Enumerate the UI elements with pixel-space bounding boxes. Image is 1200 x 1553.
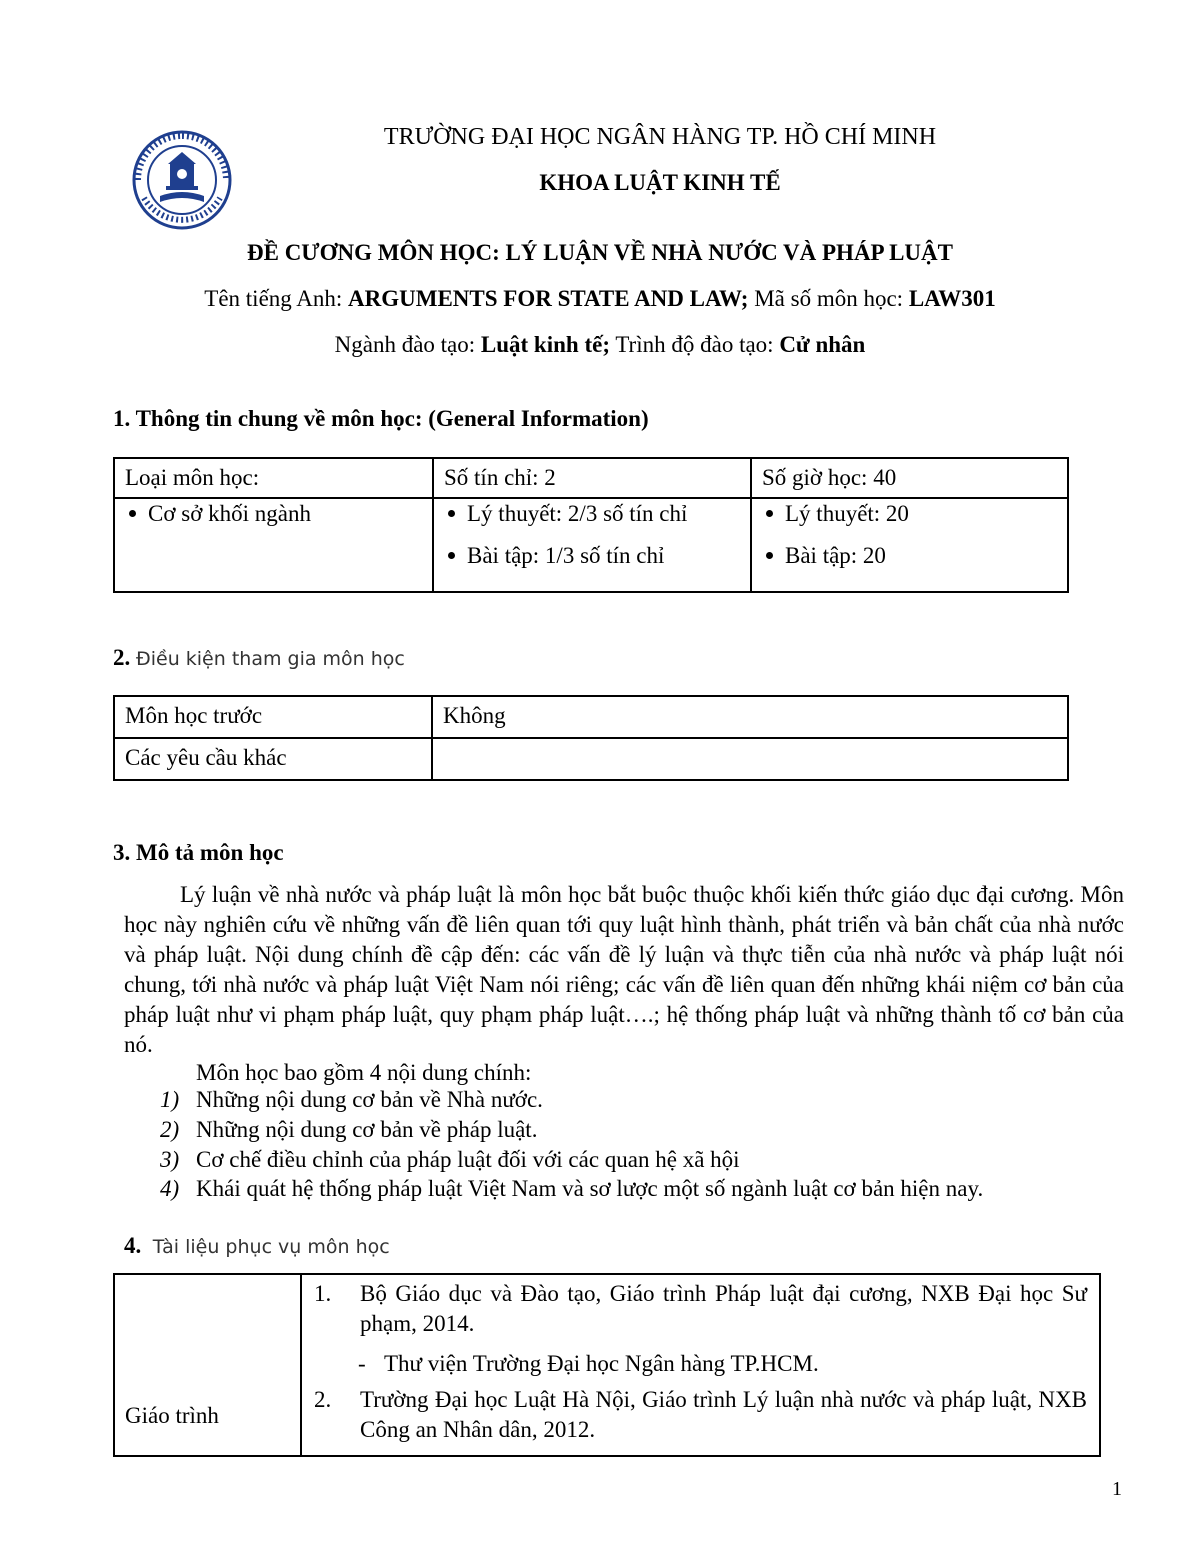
list-item: 3) Cơ chế điều chỉnh của pháp luật đối với các quan hệ xã hội — [160, 1147, 740, 1172]
col1-header: Loại môn học: — [114, 458, 433, 498]
table-cell-label: Các yêu cầu khác — [114, 738, 432, 780]
course-title: ĐỀ CƯƠNG MÔN HỌC: LÝ LUẬN VỀ NHÀ NƯỚC VÀ PHÁP LUẬT — [247, 240, 953, 265]
section4-heading: 4. Tài liệu phục vụ môn học — [124, 1233, 390, 1258]
table-cell-label: Giáo trình — [114, 1274, 301, 1456]
major-line — [0, 332, 1200, 358]
list-item: Bài tập: 20 — [762, 543, 1057, 585]
bullet-icon — [766, 552, 773, 559]
table-cell-label: Môn học trước — [114, 696, 432, 738]
bullet-icon — [766, 510, 773, 517]
references-cell — [301, 1274, 1100, 1456]
bullet-icon — [448, 510, 455, 517]
major-label: Ngành đào tạo: — [334, 332, 481, 357]
list-item: 4) Khái quát hệ thống pháp luật Việt Nam và sơ lược một số ngành luật cơ bản hiện nay. — [160, 1176, 984, 1201]
faculty-name: KHOA LUẬT KINH TẾ — [539, 170, 781, 195]
major: Luật kinh tế; — [480, 332, 610, 357]
level: Cử nhân — [779, 332, 866, 357]
section2-heading: 2. Điều kiện tham gia môn học — [113, 645, 405, 670]
list-item: 2) Những nội dung cơ bản về pháp luật. — [160, 1117, 538, 1142]
general-info-table — [113, 457, 1069, 593]
section3-heading: 3. Mô tả môn học — [113, 840, 284, 865]
list-item: Lý thuyết: 2/3 số tín chỉ — [444, 501, 740, 543]
course-code: LAW301 — [908, 286, 996, 311]
content-intro: Môn học bao gồm 4 nội dung chính: — [196, 1060, 532, 1085]
course-code-label: Mã số môn học: — [748, 286, 909, 311]
section1-heading: 1. Thông tin chung về môn học: (General Information) — [113, 406, 649, 431]
bullet-icon — [448, 552, 455, 559]
list-item: Cơ sở khối ngành — [125, 501, 422, 543]
page-number: 1 — [1112, 1478, 1122, 1500]
col3-header: Số giờ học: 40 — [751, 458, 1068, 498]
list-item: Lý thuyết: 20 — [762, 501, 1057, 543]
university-name: TRƯỜNG ĐẠI HỌC NGÂN HÀNG TP. HỒ CHÍ MINH — [383, 124, 937, 150]
level-label: Trình độ đào tạo: — [609, 332, 780, 357]
list-item: Bài tập: 1/3 số tín chỉ — [444, 543, 740, 585]
list-item: 2. Trường Đại học Luật Hà Nội, Giáo trình Lý luận nhà nước và pháp luật, NXB Công an Nhân dân, 2012. — [314, 1387, 1087, 1442]
references-table — [113, 1273, 1101, 1457]
bullet-icon — [129, 510, 136, 517]
list-item: - Thư viện Trường Đại học Ngân hàng TP.HCM. — [358, 1351, 819, 1376]
table-cell-value: Không — [432, 696, 1068, 738]
list-item: 1) Những nội dung cơ bản về Nhà nước. — [160, 1087, 543, 1112]
table-cell-value — [432, 738, 1068, 780]
col2-items — [433, 498, 751, 592]
col2-header: Số tín chỉ: 2 — [433, 458, 751, 498]
english-name-line — [0, 286, 1200, 312]
course-description: Lý luận về nhà nước và pháp luật là môn học bắt buộc thuộc khối kiến thức giáo dục đại cương. Môn học này nghiên cứu về những vấn đề liên quan tới quy luật hình thành, phát triển và bản chất của nhà nước và pháp luật. Nội dung chính đề cập đến: các vấn đề lý luận và thực tiễn của nhà nước và pháp luật nói chung, tới nhà nước và pháp luật Việt Nam nói riêng; các vấn đề liên quan đến những khái niệm cơ bản của pháp luật như vi phạm pháp luật, quy phạm pháp luật….; hệ thống pháp luật và những thành tố cơ bản của nó. — [124, 882, 1124, 1057]
col1-items — [114, 498, 433, 592]
english-name: ARGUMENTS FOR STATE AND LAW; — [348, 286, 749, 311]
col3-items — [751, 498, 1068, 592]
english-name-label: Tên tiếng Anh: — [204, 286, 349, 311]
prerequisites-table — [113, 695, 1069, 781]
list-item: 1. Bộ Giáo dục và Đào tạo, Giáo trình Pháp luật đại cương, NXB Đại học Sư phạm, 2014. — [314, 1281, 1087, 1336]
